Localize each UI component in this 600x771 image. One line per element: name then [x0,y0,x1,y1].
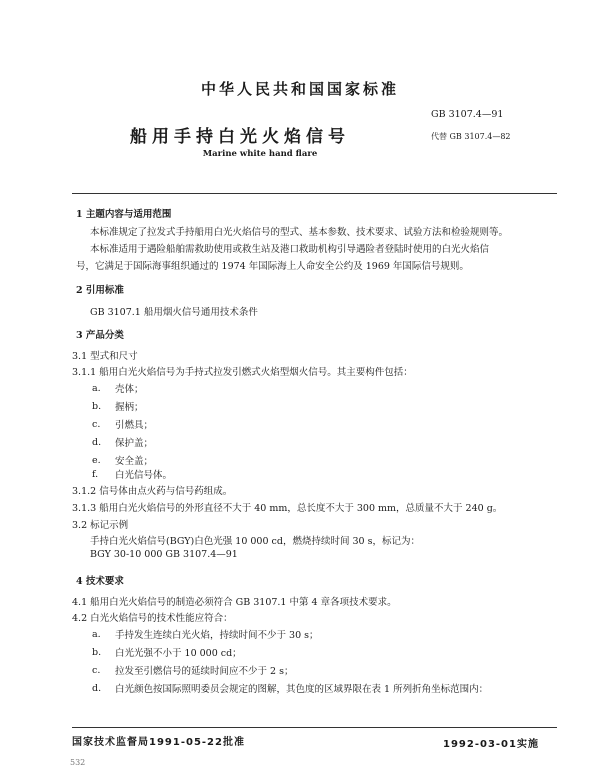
page-number: 532 [70,758,86,767]
list-item-letter: a. [92,383,101,394]
list-item-letter: b. [92,401,102,412]
clause-3-1: 3.1 型式和尺寸 [72,351,138,362]
section-1-paragraph-2b: 号，它满足于国际海事组织通过的 1974 年国际海上人命安全公约及 1969 年国际信号规则。 [76,261,469,272]
list-item-text: 手持发生连续白光火焰，持续时间不少于 30 s； [115,630,319,641]
list-item-text: 白光颜色按国际照明委员会规定的图解，其色度的区域界限在表 1 所列折角坐标范围内： [115,684,489,695]
list-item-text: 拉发至引燃信号的延续时间应不少于 2 s； [115,666,294,677]
clause-3-2: 3.2 标记示例 [72,520,129,531]
section-2-heading: 2 引用标准 [76,285,124,296]
standard-type-heading: 中华人民共和国国家标准 [200,80,399,98]
implementation-date: 1992-03-01实施 [443,739,539,750]
footer-divider [72,727,557,728]
document-title-en: Marine white hand flare [202,149,318,159]
referenced-standard: GB 3107.1 船用烟火信号通用技术条件 [90,307,258,318]
list-item-text: 保护盖； [115,438,154,449]
list-item-letter: a. [92,629,101,640]
list-item-letter: e. [92,455,101,466]
approval-date: 国家技术监督局1991-05-22批准 [72,737,245,748]
replaces-standard: 代替 GB 3107.4—82 [431,132,511,141]
list-item-letter: c. [92,419,101,430]
section-1-heading: 1 主题内容与适用范围 [76,209,172,220]
section-3-heading: 3 产品分类 [76,330,124,341]
list-item-text: 白光信号体。 [115,470,173,481]
marking-example-code: BGY 30-10 000 GB 3107.4—91 [90,549,238,560]
list-item-text: 握柄； [115,402,144,413]
section-1-paragraph-1: 本标准规定了拉发式手持船用白光火焰信号的型式、基本参数、技术要求、试验方法和检验规则等。 [90,227,509,238]
list-item-letter: b. [92,647,102,658]
clause-4-2: 4.2 白光火焰信号的技术性能应符合： [72,613,233,624]
clause-3-1-1: 3.1.1 船用白光火焰信号为手持式拉发引燃式火焰型烟火信号。其主要构件包括： [72,367,413,378]
standard-number: GB 3107.4—91 [431,109,504,120]
list-item-text: 安全盖； [115,456,154,467]
list-item-text: 白光光强不小于 10 000 cd； [115,648,242,659]
section-1-paragraph-2a: 本标准适用于遇险船舶需救助使用或救生站及港口救助机构引导遇险者登陆时使用的白光火焰信 [90,244,490,255]
marking-example-text: 手持白光火焰信号(BGY)白色光强 10 000 cd，燃烧持续时间 30 s，标记为： [90,536,420,547]
list-item-letter: f. [92,469,99,480]
list-item-text: 壳体； [115,384,144,395]
list-item-letter: d. [92,437,102,448]
list-item-letter: d. [92,683,102,694]
list-item-letter: c. [92,665,101,676]
list-item-text: 引燃具； [115,420,154,431]
header-divider [72,193,557,194]
document-title-cn: 船用手持白光火焰信号 [130,127,350,147]
section-4-heading: 4 技术要求 [76,576,124,587]
clause-3-1-3: 3.1.3 船用白光火焰信号的外形直径不大于 40 mm，总长度不大于 300 mm，总质量不大于 240 g。 [72,503,503,514]
clause-4-1: 4.1 船用白光火焰信号的制造必须符合 GB 3107.1 中第 4 章各项技术要求。 [72,597,397,608]
clause-3-1-2: 3.1.2 信号体由点火药与信号药组成。 [72,486,233,497]
